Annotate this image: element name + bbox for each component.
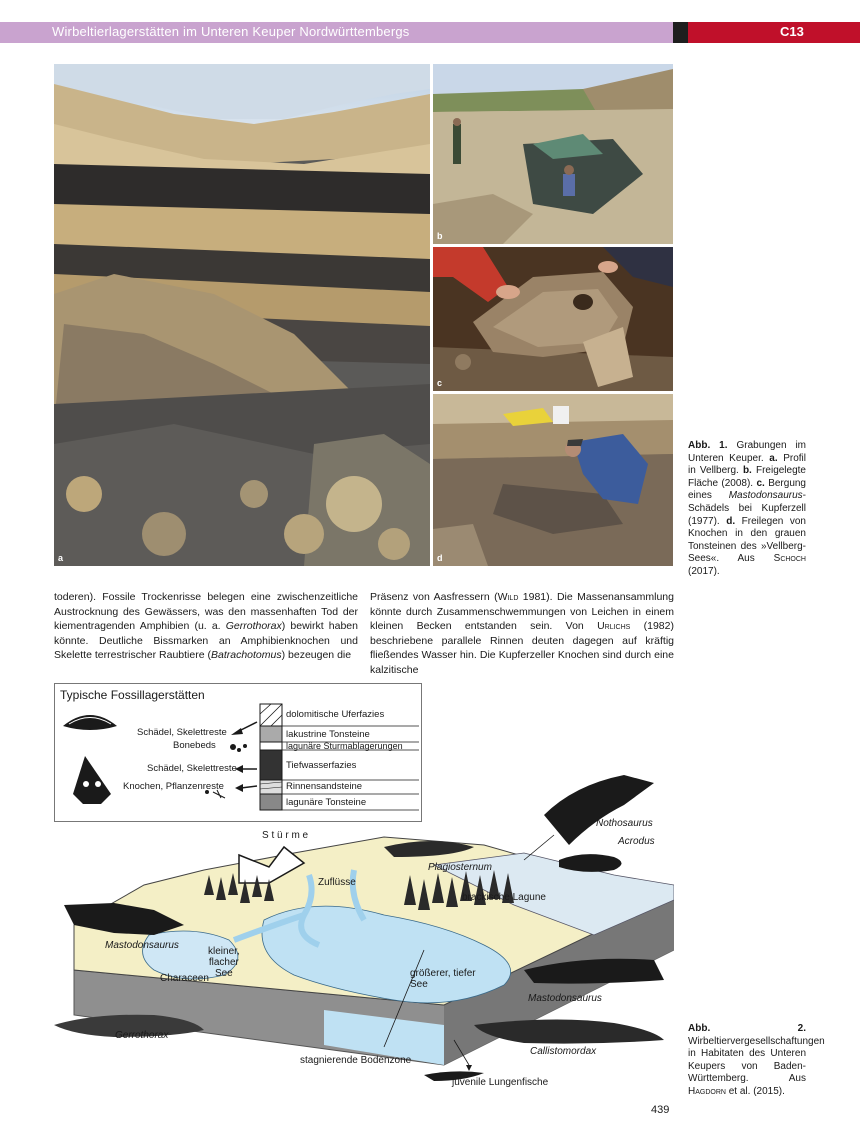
figure2-caption-text: Wirbeltiervergesellschaftungen in Habitaten des Unteren Keupers von Baden-Württemberg. Aus bbox=[688, 1035, 825, 1085]
figure1-caption-c-text2: -Schädels bei Kupferzell (1977). bbox=[688, 490, 806, 527]
body-right-wild: Wild bbox=[497, 591, 519, 603]
photo-a-outcrop bbox=[54, 64, 430, 566]
label-acrodus: Acrodus bbox=[618, 836, 655, 847]
photo-a-label: a bbox=[58, 553, 64, 563]
body-left-gerrothorax: Gerrothorax bbox=[225, 620, 282, 632]
header-code: C13 bbox=[780, 24, 804, 39]
photo-a-image bbox=[54, 64, 430, 566]
photo-c-label: c bbox=[437, 378, 443, 388]
photo-c-skull-recovery bbox=[433, 247, 673, 391]
body-text-left bbox=[54, 590, 358, 663]
figure1-caption-b: b. bbox=[742, 465, 752, 477]
legend-layer-4: Tiefwasserfazies bbox=[286, 760, 357, 771]
label-plagiosternum: Plagiosternum bbox=[428, 862, 492, 873]
legend-layer-2: lakustrine Tonsteine bbox=[286, 729, 370, 740]
label-nothosaurus: Nothosaurus bbox=[596, 818, 653, 829]
label-groesserer-see: größerer, tiefer See bbox=[410, 968, 476, 990]
body-right-part1: Präsenz von Aasfressern ( bbox=[370, 591, 498, 603]
body-left-batrachotomus: Batrachotomus bbox=[210, 649, 282, 661]
figure1-caption-a-text: Profil in Vellberg. bbox=[688, 452, 806, 477]
figure1-caption-c: c. bbox=[756, 477, 765, 489]
figure1-caption-a: a. bbox=[769, 452, 778, 464]
label-gerrothorax: Gerrothorax bbox=[115, 1030, 169, 1041]
figure1-caption-text: Grabungen im Unteren Keuper. bbox=[688, 440, 806, 464]
figure2-caption-year: et al. (2015). bbox=[725, 1085, 785, 1097]
legend-title: Typische Fossillagerstätten bbox=[60, 688, 205, 702]
figure2-caption-author: Hagdorn bbox=[688, 1085, 726, 1097]
legend-layer-5: Rinnensandsteine bbox=[286, 781, 363, 792]
label-callistomordax: Callistomordax bbox=[530, 1046, 597, 1057]
label-stagnierende-bodenzone: stagnierende Bodenzone bbox=[300, 1055, 412, 1066]
body-left-part2: ) bewirkt haben könnte. Deutliche Bissmarken an Amphibienknochen und Skelette terrestrischer Raubtiere ( bbox=[54, 620, 358, 661]
photo-d-bone-exposure bbox=[433, 394, 673, 566]
legend-left-label-4: Knochen, Pflanzenreste bbox=[123, 781, 224, 792]
figure1-caption bbox=[688, 440, 806, 579]
label-mastodonsaurus-left: Mastodonsaurus bbox=[105, 940, 179, 951]
figure1-caption-c-species: Mastodonsaurus bbox=[728, 490, 803, 502]
label-brackische-lagune: brackische Lagune bbox=[462, 892, 546, 903]
legend-layer-6: lagunäre Tonsteine bbox=[286, 797, 367, 808]
photo-b-image bbox=[433, 64, 673, 244]
page-number: 439 bbox=[651, 1104, 670, 1116]
header-code-band bbox=[688, 22, 860, 43]
label-stuerme: S t ü r m e bbox=[262, 830, 309, 841]
photo-d-image bbox=[433, 394, 673, 566]
figure1-caption-label: Abb. 1. bbox=[688, 440, 728, 451]
body-left-part1: toderen). Fossile Trockenrisse belegen eine zwischenzeitliche Austrocknung des Gewässers, was den massenhaften Tod der kiementragenden Amphibien (u. a. bbox=[54, 591, 358, 632]
label-mastodonsaurus-right: Mastodonsaurus bbox=[528, 993, 602, 1004]
figure2-caption bbox=[688, 1023, 825, 1099]
legend-left-label-3: Schädel, Skelettreste bbox=[147, 763, 237, 774]
body-right-part3: (1982) beschriebene parallele Rinnen deuten dagegen auf kräftig fließendes Wasser hin. Die Kupferzeller Knochen sind durch eine kalzitische bbox=[370, 620, 674, 676]
body-left-part3: ) bezeugen die bbox=[281, 649, 352, 661]
figure1-caption-b-text: Freigelegte Fläche (2008). bbox=[688, 465, 806, 489]
photo-d-label: d bbox=[437, 553, 443, 563]
legend-layer-1: dolomitische Uferfazies bbox=[286, 709, 385, 720]
figure1-caption-c-text1: Bergung eines bbox=[688, 477, 806, 502]
legend-layer-3: lagunäre Sturmablagerungen bbox=[286, 741, 403, 751]
label-kleiner-see: kleiner, flacher See bbox=[208, 946, 240, 979]
photo-b-excavation-site bbox=[433, 64, 673, 244]
label-zufluesse: Zuflüsse bbox=[318, 877, 356, 888]
label-juvenile-lungenfische: juvenile Lungenfische bbox=[452, 1077, 549, 1088]
figure2-caption-label: Abb. 2. bbox=[688, 1023, 806, 1034]
figure1-caption-d-text: Freilegen von Knochen in den grauen Tonsteinen des »Vellberg-Sees«. Aus bbox=[688, 515, 806, 565]
figure1-caption-author: Schoch bbox=[773, 553, 806, 565]
photo-c-image bbox=[433, 247, 673, 391]
figure1-caption-d: d. bbox=[726, 515, 736, 527]
body-text-right bbox=[370, 590, 674, 677]
header-title: Wirbeltierlagerstätten im Unteren Keuper Nordwürttembergs bbox=[52, 24, 410, 39]
running-header bbox=[0, 22, 860, 43]
legend-left-label-1: Schädel, Skelettreste bbox=[137, 727, 227, 738]
header-divider bbox=[673, 22, 688, 43]
legend-left-label-2: Bonebeds bbox=[173, 740, 216, 751]
body-right-part2: 1981). Die Massenansammlung könnte durch Zusammenschwemmungen von Leichen in einem kleinen Becken entstanden sein. Von bbox=[370, 591, 674, 632]
label-characeen: Characeen bbox=[160, 973, 209, 984]
body-right-urlichs: Urlichs bbox=[597, 620, 631, 632]
figure1-caption-year: (2017). bbox=[688, 565, 720, 577]
photo-b-label: b bbox=[437, 231, 443, 241]
